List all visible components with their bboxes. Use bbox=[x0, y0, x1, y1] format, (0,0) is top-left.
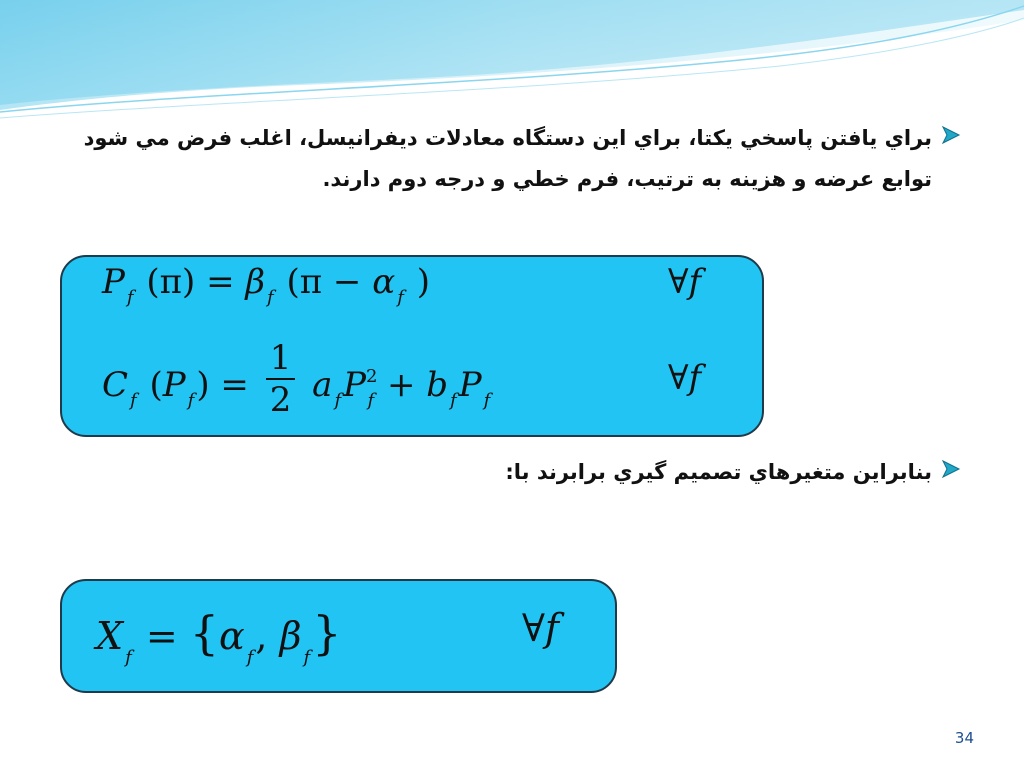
bullet-1-text: براي يافتن پاسخي يكتا، براي اين دستگاه معادلات ديفرانيسل، اغلب فرض مي شود توابع عرضه و هزينه به ترتيب، فرم خطي و درجه دوم دارند. bbox=[83, 126, 932, 191]
page-number: 34 bbox=[954, 729, 974, 747]
equation-supply: P $_f$ (π) = β $_f$ (π − α $_f$ ) bbox=[102, 262, 430, 308]
forall-f-label-3: ∀f bbox=[522, 606, 559, 650]
equation-decision-variables: X $_f$ = {α $_f$, β $_f$} bbox=[96, 606, 342, 668]
bullet-paragraph-2 bbox=[232, 452, 932, 493]
bullet-arrow-icon bbox=[940, 458, 962, 480]
bullet-arrow-icon bbox=[940, 124, 962, 146]
bullet-paragraph-1 bbox=[82, 118, 932, 200]
header-wave-decoration bbox=[0, 0, 1024, 130]
fraction-one-half: $\frac{1}{2}$ bbox=[266, 338, 296, 420]
equation-cost: C $_f$ (P $_f$) = $\frac{1}{2}$ a $_fP2_f + b$ $_f$P $_f$ bbox=[102, 338, 491, 420]
bullet-2-text: بنابراين متغيرهاي تصميم گيري برابرند با: bbox=[505, 460, 932, 484]
forall-f-label-2: ∀f bbox=[668, 358, 702, 398]
forall-f-label-1: ∀f bbox=[668, 262, 702, 302]
